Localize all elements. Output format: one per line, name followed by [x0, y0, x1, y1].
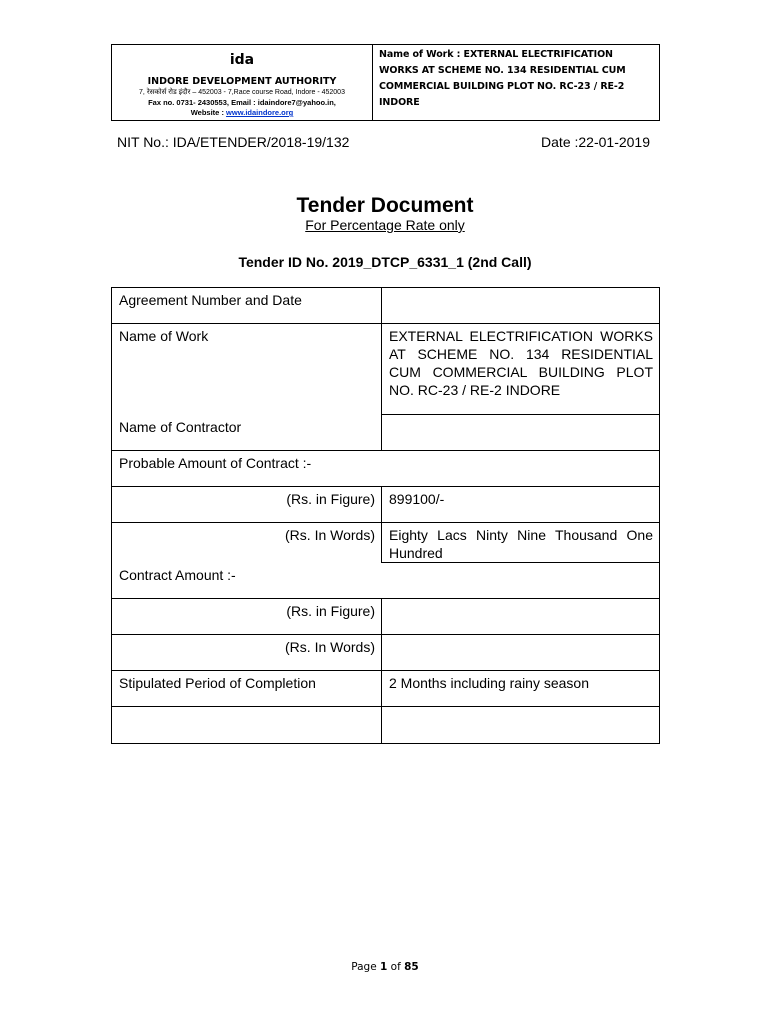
contract-words-value [382, 635, 660, 671]
table-row [112, 635, 660, 671]
probable-figure-label: (Rs. in Figure) [112, 487, 382, 523]
nit-number: NIT No.: IDA/ETENDER/2018-19/132 [117, 134, 350, 150]
table-row [112, 707, 660, 744]
page-current: 1 [380, 961, 388, 973]
org-abbreviation: ida [229, 52, 255, 68]
table-row [112, 324, 660, 415]
agreement-label: Agreement Number and Date [112, 288, 382, 324]
website-label: Website : [190, 108, 227, 117]
table-row [112, 451, 660, 487]
probable-words-label: (Rs. In Words) [112, 523, 382, 563]
page-of: of [387, 961, 405, 973]
period-label: Stipulated Period of Completion [112, 671, 382, 707]
contract-figure-label: (Rs. in Figure) [112, 599, 382, 635]
table-row [112, 288, 660, 324]
contract-amount-label: Contract Amount :- [112, 563, 660, 599]
page-label: Page [351, 961, 381, 973]
website-link[interactable]: www.idaindore.org [226, 108, 294, 117]
tender-id: Tender ID No. 2019_DTCP_6331_1 (2nd Call) [238, 254, 532, 270]
tender-details-table [111, 287, 660, 744]
probable-figure-value: 899100/- [382, 487, 660, 523]
contract-words-label: (Rs. In Words) [112, 635, 382, 671]
table-row [112, 671, 660, 707]
empty-cell [112, 707, 382, 744]
table-row [112, 487, 660, 523]
table-row [112, 599, 660, 635]
org-address: 7, रेसकोर्स रोड इंदौर – 452003 - 7,Race course Road, Indore - 452003 [139, 89, 345, 96]
letterhead-box [111, 44, 660, 121]
empty-cell [382, 707, 660, 744]
probable-amount-label: Probable Amount of Contract :- [112, 451, 660, 487]
table-row [112, 415, 660, 451]
agreement-value [382, 288, 660, 324]
org-name: INDORE DEVELOPMENT AUTHORITY [147, 76, 337, 87]
nit-date: Date :22-01-2019 [541, 134, 650, 150]
probable-words-value: Eighty Lacs Ninty Nine Thousand One Hundred [382, 523, 660, 563]
contract-figure-value [382, 599, 660, 635]
page-total: 85 [404, 961, 419, 973]
document-title: Tender Document [296, 194, 474, 217]
contractor-value [382, 415, 660, 451]
work-label: Name of Work [112, 324, 382, 415]
document-subtitle: For Percentage Rate only [305, 217, 465, 233]
table-row [112, 563, 660, 599]
website-line [112, 108, 372, 118]
work-value: EXTERNAL ELECTRIFICATION WORKS AT SCHEME NO. 134 RESIDENTIAL CUM COMMERCIAL BUILDING PLOT NO. RC-23 / RE-2 INDORE [382, 324, 660, 415]
authority-block [112, 45, 373, 120]
org-contact: Fax no. 0731- 2430553, Email : idaindore7@yahoo.in, [148, 98, 336, 107]
contractor-label: Name of Contractor [112, 415, 382, 451]
table-row [112, 523, 660, 563]
period-value: 2 Months including rainy season [382, 671, 660, 707]
page-number [0, 961, 770, 973]
header-work-name: Name of Work : EXTERNAL ELECTRIFICATION WORKS AT SCHEME NO. 134 RESIDENTIAL CUM COMMERCIAL BUILDING PLOT NO. RC-23 / RE-2 INDORE [379, 49, 626, 108]
